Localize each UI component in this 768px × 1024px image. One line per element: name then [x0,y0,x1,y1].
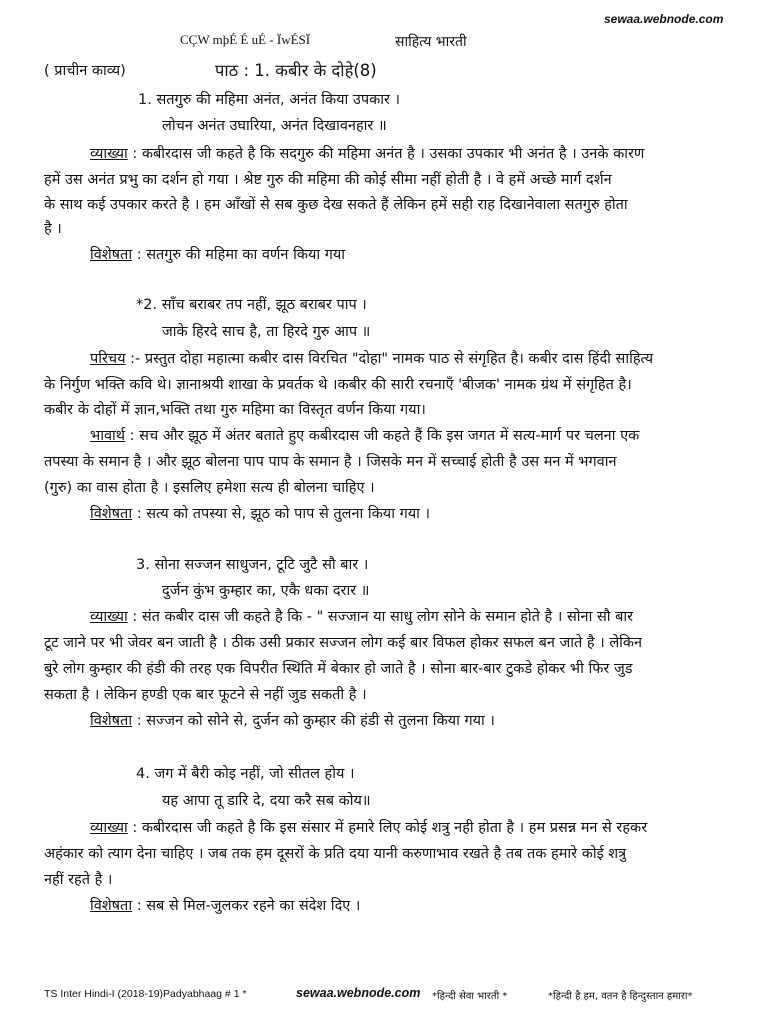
footer-slogan-1: *हिन्दी सेवा भारती * [432,991,508,1002]
s1-explanation-line-4: है । [44,221,62,237]
header-garbled-title: CÇW mþÉ É uÉ - ÏwÉSÏ [180,32,311,47]
s1-explanation-line-3: के साथ कई उपकार करते है । हम आँखों से सब कुछ देख सकते हैं लेकिन हमें सही राह दिखानेवाला सतगुरु होता [44,197,628,213]
s1-explanation-label: व्याख्या [90,146,128,162]
s4-explanation-label: व्याख्या [90,820,128,836]
header-site: sewaa.webnode.com [604,12,724,26]
s1-explanation-lead: : कबीरदास जी कहते है कि सदगुरु की महिमा अनंत है । उसका उपकार भी अनंत है । उनके कारण [127,146,645,162]
s2-meaning-line-2: तपस्या के समान है । और झूठ बोलना पाप पाप के समान है । जिसके मन में सच्चाई होती है उस मन में भगवान [44,454,617,470]
s2-meaning-line-3: (गुरु) का वास होता है । इसलिए हमेशा सत्य ही बोलना चाहिए । [44,480,375,496]
footer-site: sewaa.webnode.com [296,986,421,1000]
s2-intro-first-line [90,349,653,369]
s2-meaning-label: भावार्थ [90,428,126,444]
s3-speciality-label: विशेषता [90,713,133,729]
s2-meaning-lead: : सच और झूठ में अंतर बताते हुए कबीरदास जी कहते हैं कि इस जगत में सत्य-मार्ग पर चलना एक [125,428,640,444]
s4-explanation-lead: : कबीरदास जी कहते है कि इस संसार में हमारे लिए कोई शत्रु नही होता है । हम प्रसन्न मन से रहकर [127,820,648,836]
s1-explanation-first-line [90,144,644,164]
header-category: ( प्राचीन काव्य) [44,63,126,79]
s4-explanation-line-3: नहीं रहते है । [44,872,113,888]
s2-speciality-label: विशेषता [90,506,133,522]
header-subject: साहित्य भारती [395,34,467,50]
s3-explanation-lead: : संत कबीर दास जी कहते है कि - " सज्जान या साधु लोग सोने के समान होते है । सोना सौ बार [127,609,634,625]
s1-explanation-line-2: हमें उस अनंत प्रभु का दर्शन हो गया । श्रेष्ट गुरु की महिमा की कोई सीमा नहीं होती है । वे हमें अच्छे मार्ग दर्शन [44,172,612,188]
s3-explanation-line-4: सकता है । लेकिन हण्डी एक बार फूटने से नहीं जुड सकती है । [44,687,367,703]
s2-speciality [90,504,430,524]
footer-left: TS Inter Hindi-I (2018-19)Padyabhaag # 1 * [44,988,247,1000]
s3-explanation-label: व्याख्या [90,609,128,625]
s2-doha-line-2: जाके हिरदे साच है, ता हिरदे गुरु आप ॥ [162,324,371,340]
s3-speciality [90,711,495,731]
s4-explanation-line-2: अहंकार को त्याग देना चाहिए । जब तक हम दूसरों के प्रति दया यानी करुणाभाव रखते है तब तक हमारे कोई शत्रु [44,846,627,862]
footer-slogan-2: *हिन्दी है हम, वतन है हिन्दुस्तान हमारा* [548,991,693,1002]
s3-speciality-text: : सज्जन को सोने से, दुर्जन को कुम्हार की हंडी से तुलना किया गया । [132,713,495,729]
s3-explanation-line-2: टूट जाने पर भी जेवर बन जाती है । ठीक उसी प्रकार सज्जन लोग कई बार विफल होकर सफल बन जाते है । लेकिन [44,635,643,651]
s2-intro-label: परिचय [90,351,126,367]
s3-doha-line-1: 3. सोना सज्जन साधुजन, टूटि जुटै सौ बार । [136,557,369,573]
s3-doha-line-2: दुर्जन कुंभ कुम्हार का, एकै धका दरार ॥ [162,583,370,599]
s4-doha-line-2: यह आपा तू डारि दे, दया करै सब कोय॥ [162,793,371,809]
s3-explanation-line-3: बुरे लोग कुम्हार की हंडी की तरह एक विपरीत स्थिति में बेकार हो जाते है । सोना बार-बार टुकडे होकर भी फिर जुड [44,661,633,677]
s4-speciality [90,896,360,916]
s4-doha-line-1: 4. जग में बैरी कोइ नहीं, जो सीतल होय । [136,766,355,782]
s1-speciality-label: विशेषता [90,247,133,263]
s2-speciality-text: : सत्य को तपस्या से, झूठ को पाप से तुलना किया गया । [132,506,431,522]
s2-intro-line-3: कबीर के दोहों में ज्ञान,भक्ति तथा गुरु महिमा का विस्तृत वर्णन किया गया। [44,402,426,418]
s2-meaning-first-line [90,426,639,446]
s1-speciality [90,245,345,265]
s3-explanation-first-line [90,607,633,627]
s2-doha-line-1: *2. साँच बराबर तप नहीं, झूठ बराबर पाप । [136,297,367,313]
s4-speciality-label: विशेषता [90,898,133,914]
s2-intro-line-2: के निर्गुण भक्ति कवि थे। ज्ञानाश्रयी शाखा के प्रवर्तक थे ।कबीर की सारी रचनाएँ 'बीजक' नामक ग्रंथ में संगृहित है। [44,377,632,393]
s1-speciality-text: : सतगुरु की महिमा का वर्णन किया गया [132,247,346,263]
s1-doha-line-2: लोचन अनंत उघारिया, अनंत दिखावनहार ॥ [162,118,387,134]
s1-doha-line-1: 1. सतगुरु की महिमा अनंत, अनंत किया उपकार । [138,92,400,108]
lesson-title: पाठ : 1. कबीर के दोहे(8) [215,61,377,80]
s2-intro-lead: :- प्रस्तुत दोहा महात्मा कबीर दास विरचित "दोहा" नामक पाठ से संगृहित है। कबीर दास हिंदी साहित्य [125,351,654,367]
s4-speciality-text: : सब से मिल-जुलकर रहने का संदेश दिए । [132,898,361,914]
s4-explanation-first-line [90,818,647,838]
